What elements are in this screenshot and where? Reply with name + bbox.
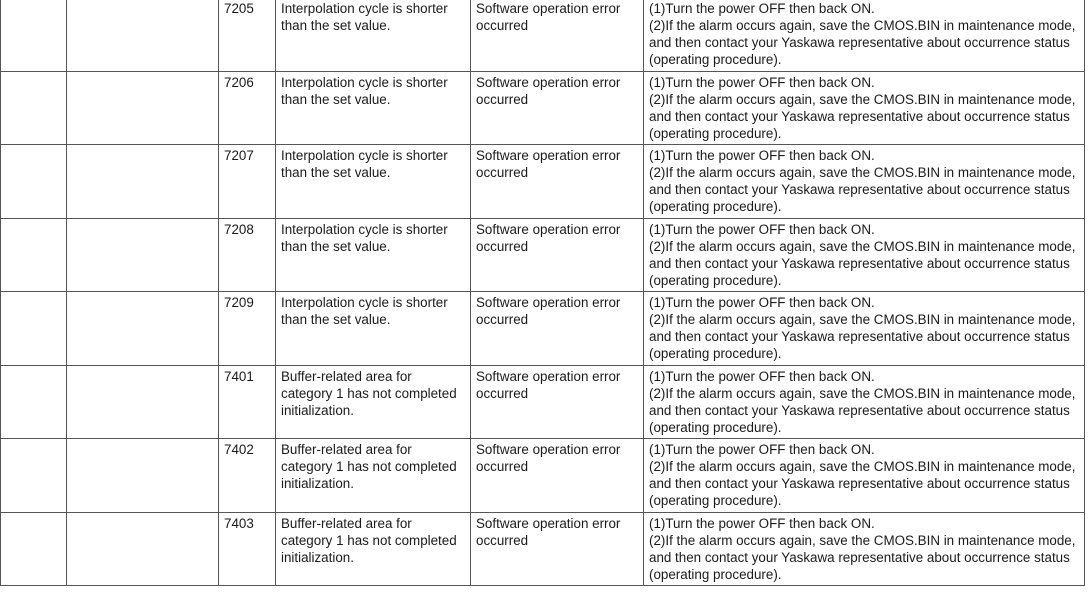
blank-cell [1, 145, 67, 219]
alarm-remedy [644, 218, 1085, 292]
alarm-cause: Software operation error occurred [471, 365, 644, 439]
alarm-cause: Software operation error occurred [471, 439, 644, 513]
remedy-step-1: (1)Turn the power OFF then back ON. [649, 295, 875, 310]
alarm-description: Buffer-related area for category 1 has not completed initialization. [276, 512, 471, 586]
alarm-description: Interpolation cycle is shorter than the set value. [276, 218, 471, 292]
blank-cell [67, 0, 219, 71]
table-row [1, 218, 1085, 292]
blank-cell [1, 439, 67, 513]
blank-cell [67, 71, 219, 145]
remedy-step-1: (1)Turn the power OFF then back ON. [649, 74, 875, 90]
table-row [1, 71, 1085, 145]
alarm-description: Buffer-related area for category 1 has not completed initialization. [276, 439, 471, 513]
table-row [1, 439, 1085, 513]
alarm-description: Interpolation cycle is shorter than the set value. [276, 145, 471, 219]
blank-cell [67, 365, 219, 439]
alarm-remedy [644, 145, 1085, 219]
remedy-step-1: (1)Turn the power OFF then back ON. [649, 442, 875, 457]
alarm-description: Buffer-related area for category 1 has not completed initialization. [276, 365, 471, 439]
table-row [1, 145, 1085, 219]
alarm-description: Interpolation cycle is shorter than the set value. [276, 0, 471, 71]
remedy-step-2: (2)If the alarm occurs again, save the CMOS.BIN in maintenance mode, and then contact your Yaskawa representative about occurrence status (operating procedure). [649, 18, 1076, 67]
alarm-remedy [644, 365, 1085, 439]
table-row [1, 365, 1085, 439]
blank-cell [67, 292, 219, 366]
blank-cell [1, 365, 67, 439]
remedy-step-1: (1)Turn the power OFF then back ON. [649, 221, 875, 237]
alarm-code: 7205 [219, 0, 276, 71]
blank-cell [1, 292, 67, 366]
blank-cell [67, 145, 219, 219]
blank-cell [1, 0, 67, 71]
alarm-description: Interpolation cycle is shorter than the set value. [276, 71, 471, 145]
remedy-step-1: (1)Turn the power OFF then back ON. [649, 515, 875, 531]
alarm-remedy [644, 439, 1085, 513]
alarm-description: Interpolation cycle is shorter than the set value. [276, 292, 471, 366]
alarm-cause: Software operation error occurred [471, 145, 644, 219]
remedy-step-2: (2)If the alarm occurs again, save the CMOS.BIN in maintenance mode, and then contact your Yaskawa representative about occurrence status (operating procedure). [649, 459, 1076, 508]
blank-cell [67, 439, 219, 513]
remedy-step-2: (2)If the alarm occurs again, save the CMOS.BIN in maintenance mode, and then contact your Yaskawa representative about occurrence status (operating procedure). [649, 312, 1076, 361]
table-row [1, 512, 1085, 586]
remedy-step-2: (2)If the alarm occurs again, save the CMOS.BIN in maintenance mode, and then contact your Yaskawa representative about occurrence status (operating procedure). [649, 532, 1076, 582]
blank-cell [1, 512, 67, 586]
alarm-code: 7403 [219, 512, 276, 586]
remedy-step-1: (1)Turn the power OFF then back ON. [649, 368, 875, 384]
alarm-code: 7402 [219, 439, 276, 513]
alarm-remedy [644, 512, 1085, 586]
remedy-step-2: (2)If the alarm occurs again, save the CMOS.BIN in maintenance mode, and then contact your Yaskawa representative about occurrence status (operating procedure). [649, 238, 1076, 288]
alarm-remedy [644, 0, 1085, 71]
alarm-cause: Software operation error occurred [471, 292, 644, 366]
remedy-step-1: (1)Turn the power OFF then back ON. [649, 1, 875, 16]
blank-cell [1, 71, 67, 145]
remedy-step-2: (2)If the alarm occurs again, save the CMOS.BIN in maintenance mode, and then contact your Yaskawa representative about occurrence status (operating procedure). [649, 165, 1076, 214]
remedy-step-1: (1)Turn the power OFF then back ON. [649, 148, 875, 163]
remedy-step-2: (2)If the alarm occurs again, save the CMOS.BIN in maintenance mode, and then contact your Yaskawa representative about occurrence status (operating procedure). [649, 91, 1076, 141]
alarm-cause: Software operation error occurred [471, 0, 644, 71]
blank-cell [1, 218, 67, 292]
table-row [1, 0, 1085, 71]
blank-cell [67, 218, 219, 292]
alarm-code: 7207 [219, 145, 276, 219]
alarm-remedy [644, 292, 1085, 366]
alarm-code: 7208 [219, 218, 276, 292]
blank-cell [67, 512, 219, 586]
alarm-cause: Software operation error occurred [471, 512, 644, 586]
alarm-code: 7209 [219, 292, 276, 366]
alarm-cause: Software operation error occurred [471, 71, 644, 145]
alarm-code: 7206 [219, 71, 276, 145]
alarm-cause: Software operation error occurred [471, 218, 644, 292]
remedy-step-2: (2)If the alarm occurs again, save the CMOS.BIN in maintenance mode, and then contact your Yaskawa representative about occurrence status (operating procedure). [649, 385, 1076, 435]
alarm-remedy [644, 71, 1085, 145]
alarm-code: 7401 [219, 365, 276, 439]
table-row [1, 292, 1085, 366]
